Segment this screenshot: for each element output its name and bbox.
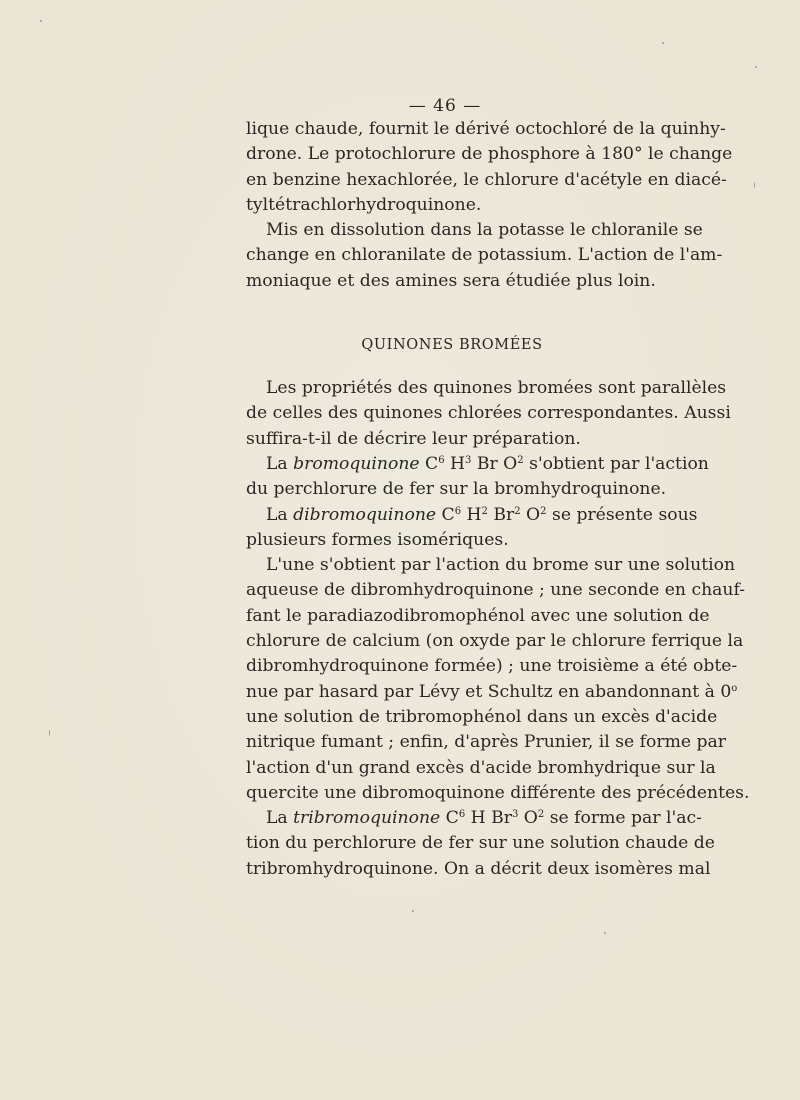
text-line: chlorure de calcium (on oxyde par le chlorure ferrique la [246,631,744,652]
formula-superscript: 2 [517,454,524,466]
formula-part: O [520,504,541,525]
paper-speck [40,20,42,22]
paper-speck [49,730,50,736]
text-run: La [266,453,294,474]
text-line: moniaque et des amines sera étudiée plus loin. [246,270,656,291]
text-line: Les propriétés des quinones bromées sont parallèles [266,378,727,399]
formula-part: H [444,453,466,474]
text-line: de celles des quinones chlorées correspondantes. Aussi [246,403,731,424]
text-line: du perchlorure de fer sur la bromhydroquinone. [246,479,667,500]
text-run: se présente sous [546,504,698,525]
section-heading: QUINONES BROMÉES [361,337,543,354]
text-line: tion du perchlorure de fer sur une solution chaude de [246,833,715,854]
text-line: fant le paradiazodibromophénol avec une solution de [246,605,710,626]
paper-speck [754,182,755,188]
paper-speck [604,932,606,934]
compound-name: tribromoquinone [293,808,441,829]
text-run: se forme par l'ac- [544,808,702,829]
formula-part: Br O [471,453,518,474]
page-body [246,117,750,882]
paper-speck [412,910,414,912]
formula-superscript: 2 [537,809,545,821]
text-line: aqueuse de dibromhydroquinone ; une seconde en chauf- [246,580,746,601]
formula-part: C [436,504,455,525]
text-line [246,806,702,831]
spacer [246,358,658,376]
formula-superscript: 2 [481,505,488,517]
text-run: La [266,808,294,829]
formula-part: C [440,808,459,829]
formula-superscript: 6 [458,809,466,821]
formula-superscript: 3 [465,454,472,466]
page-number: — 46 — [408,96,482,116]
text-line: lique chaude, fournit le dérivé octochloré de la quinhy- [246,119,726,139]
text-line: drone. Le protochlorure de phosphore à 180° le change [246,144,733,165]
formula-superscript: 6 [438,454,445,466]
text-run: s'obtient par l'action [523,453,709,474]
text-line: tribromhydroquinone. On a décrit deux isomères mal [246,858,711,879]
text-line: l'action d'un grand excès d'acide bromhydrique sur la [246,757,716,778]
spacer [246,294,658,314]
text-line [246,452,709,477]
formula-part: Br [487,504,515,525]
text-line: suffira-t-il de décrire leur préparation. [246,428,581,449]
formula-superscript: 3 [511,809,519,821]
paper-speck [662,42,664,44]
formula-part: H [461,504,482,525]
paper-speck [755,66,757,68]
text-run: nue par hasard par Lévy et Schultz en abandonnant à 0 [246,681,732,702]
formula-part: H Br [465,808,512,829]
text-line: plusieurs formes isomériques. [246,529,509,550]
compound-name: bromoquinone [293,453,420,474]
degree-superscript: o [731,682,738,694]
text-line: dibromhydroquinone formée) ; une troisième a été obte- [246,656,738,677]
text-line: en benzine hexachlorée, le chlorure d'acétyle en diacé- [246,169,727,190]
text-line: Mis en dissolution dans la potasse le chloranile se [266,220,703,241]
formula-part: O [518,808,538,829]
formula-superscript: 6 [454,505,462,517]
text-line [246,680,738,705]
formula-superscript: 2 [540,505,547,517]
text-line: nitrique fumant ; enfin, d'après Prunier, il se forme par [246,732,726,753]
text-line: une solution de tribromophénol dans un excès d'acide [246,706,718,727]
text-run: La [266,504,294,525]
text-line: change en chloranilate de potassium. L'action de l'am- [246,245,723,266]
text-line: tyltétrachlorhydroquinone. [246,194,482,215]
text-line [246,503,698,528]
compound-name: dibromoquinone [293,504,437,525]
formula-superscript: 2 [514,505,521,517]
text-line: quercite une dibromoquinone différente des précédentes. [246,782,750,803]
formula-part: C [419,453,439,474]
text-line: L'une s'obtient par l'action du brome sur une solution [266,555,736,576]
